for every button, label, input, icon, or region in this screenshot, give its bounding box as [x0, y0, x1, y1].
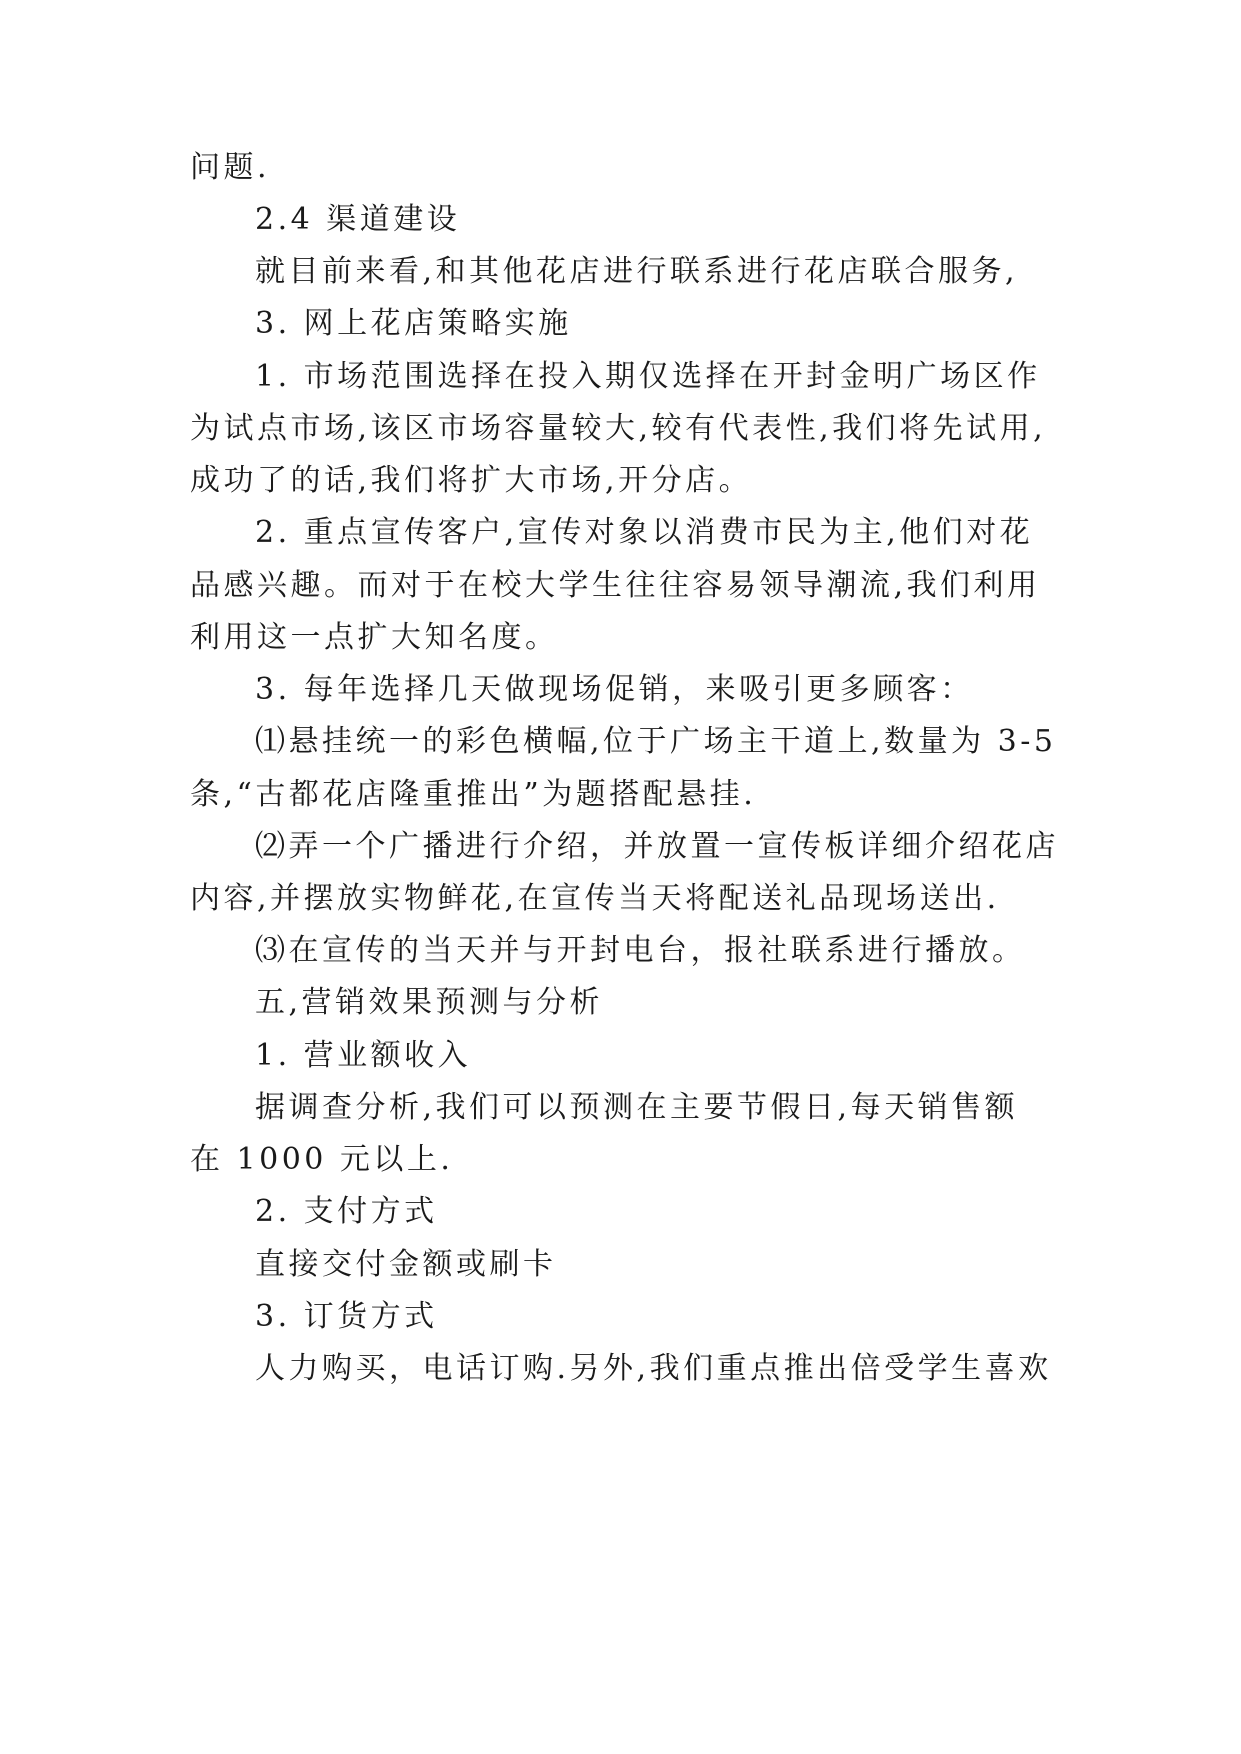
section-heading: 3. 订货方式: [255, 1299, 438, 1334]
text-line: 3. 每年选择几天做现场促销，来吸引更多顾客：: [255, 672, 974, 707]
text-line: ⑵弄一个广播进行介绍，并放置一宣传板详细介绍花店: [255, 829, 1059, 864]
text-line: 人力购买，电话订购.另外,我们重点推出倍受学生喜欢: [255, 1351, 1052, 1386]
section-heading: 2.4 渠道建设: [255, 202, 461, 237]
text-line: 内容,并摆放实物鲜花,在宣传当天将配送礼品现场送出.: [190, 881, 1000, 916]
section-heading: 五,营销效果预测与分析: [255, 985, 604, 1020]
text-line: 1. 市场范围选择在投入期仅选择在开封金明广场区作: [255, 359, 1041, 394]
text-line: 直接交付金额或刷卡: [255, 1247, 557, 1282]
text-line: 2. 重点宣传客户,宣传对象以消费市民为主,他们对花: [255, 515, 1034, 550]
section-heading: 2. 支付方式: [255, 1194, 438, 1229]
text-line: 为试点市场,该区市场容量较大,较有代表性,我们将先试用,: [190, 411, 1047, 446]
text-line: ⑶在宣传的当天并与开封电台，报社联系进行播放。: [255, 933, 1026, 968]
text-line: 条,“古都花店隆重推出”为题搭配悬挂.: [190, 777, 757, 812]
text-line: ⑴悬挂统一的彩色横幅,位于广场主干道上,数量为 3-5: [255, 724, 1057, 759]
text-line: 成功了的话,我们将扩大市场,开分店。: [190, 463, 753, 498]
text-line: 问题.: [190, 150, 271, 185]
text-line: 利用这一点扩大知名度。: [190, 620, 559, 655]
text-line: 就目前来看,和其他花店进行联系进行花店联合服务,: [255, 254, 1019, 289]
text-line: 据调查分析,我们可以预测在主要节假日,每天销售额: [255, 1090, 1019, 1125]
section-heading: 1. 营业额收入: [255, 1038, 472, 1073]
section-heading: 3. 网上花店策略实施: [255, 306, 572, 341]
text-line: 品感兴趣。而对于在校大学生往往容易领导潮流,我们利用: [190, 568, 1041, 603]
text-line: 在 1000 元以上.: [190, 1142, 454, 1177]
